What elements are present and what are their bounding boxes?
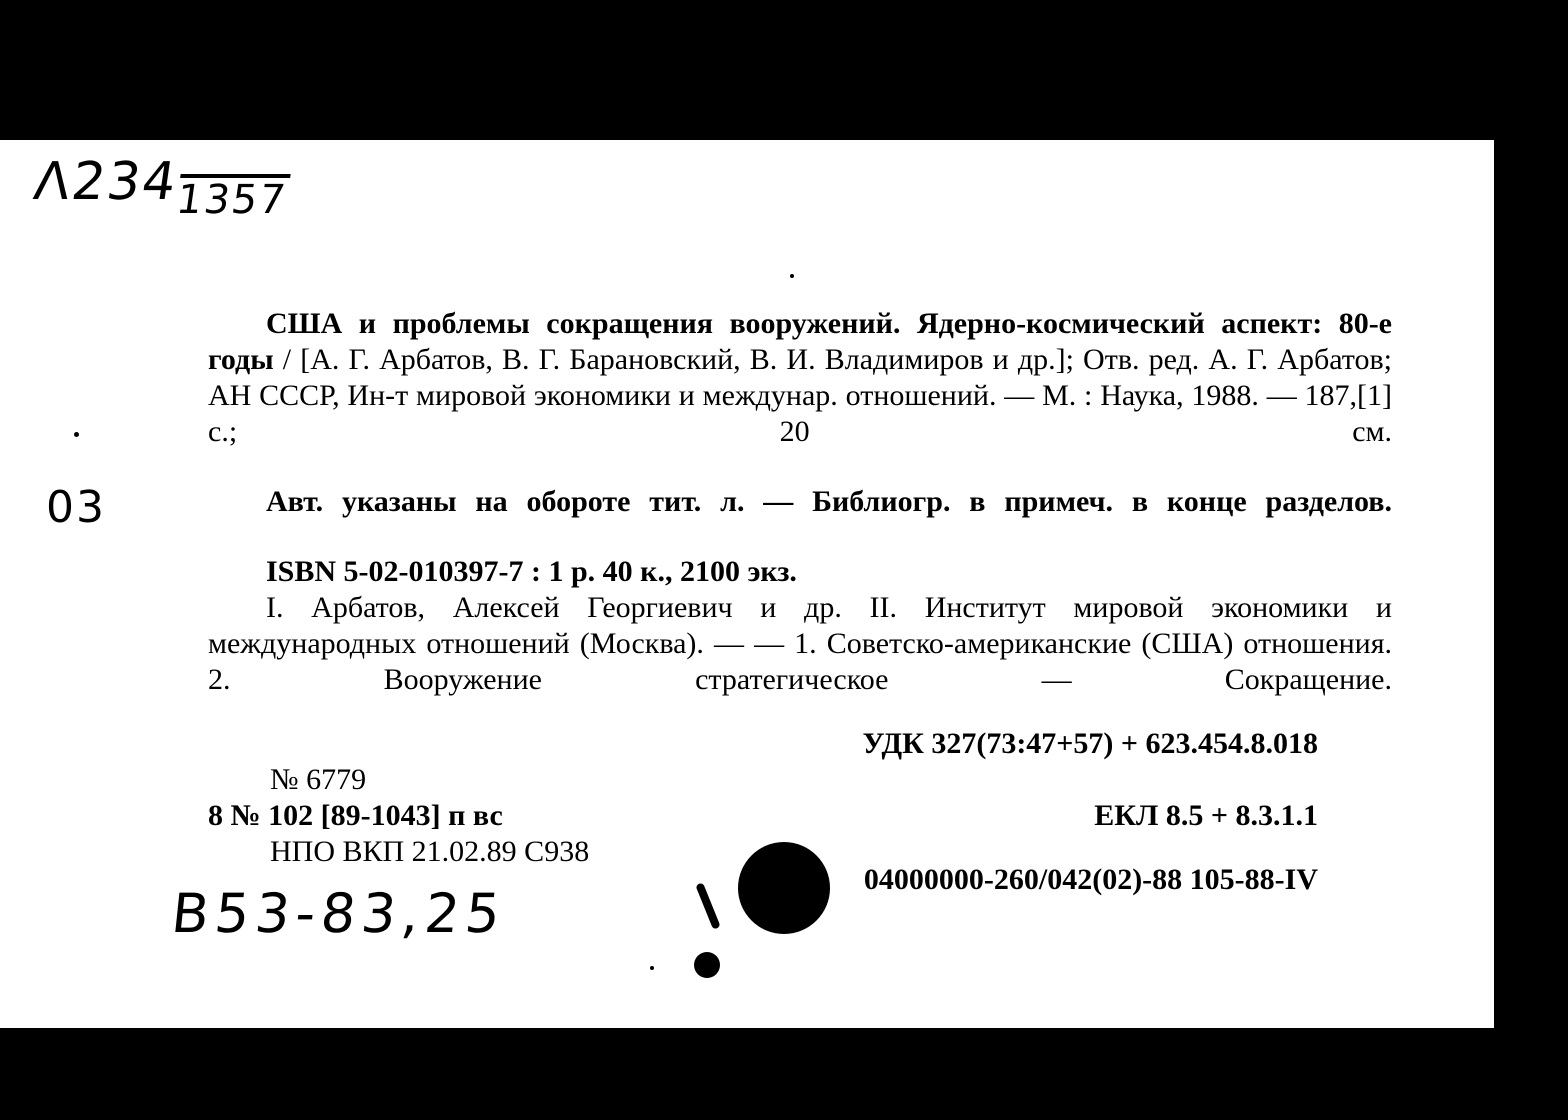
title-statement: / [А. Г. Арбатов, В. Г. Барановский, В. И. Владимиров и др.]; Отв. ред. А. Г. Арбатов; АН СССР, Ин-т мировой экономики и междунар. отношений. — М. : Наука, 1988. — 187,[1] с.; 20 см. [208,343,1392,448]
handwritten-price-note: B53-83,25 [168,882,510,945]
handwritten-margin-code: 03 [46,482,106,533]
ekl-code: ЕКЛ 8.5 + 8.3.1.1 [1094,799,1318,832]
speck [790,274,794,278]
print-line: 8 № 102 [89-1043] п вс [208,799,503,832]
speck [650,966,654,970]
bibliographic-description [208,306,1392,450]
catalog-card [0,140,1494,1028]
title-bold: США и проблемы сокращения вооружений. Ядерно-космический аспект: 80-е годы [208,307,1392,376]
isbn-line: ISBN 5-02-010397-7 : 1 р. 40 к., 2100 экз. [266,555,797,588]
order-number: № 6779 [270,763,367,796]
subject-tracing [208,590,1392,698]
note-authors: Авт. указаны на обороте тит. л. — Библиогр. в примеч. в конце разделов. [266,485,1392,518]
technical-code: 04000000-260/042(02)-88 105-88-IV [863,863,1318,896]
npo-line: НПО ВКП 21.02.89 С938 [270,835,590,868]
ink-blot [694,952,720,978]
call-number-main: Λ234 [30,152,182,212]
ink-mark [695,882,720,930]
punch-hole [738,842,830,934]
call-number-fraction: 1357 [174,174,290,220]
tracing-text: I. Арбатов, Алексей Георгиевич и др. II. Институт мировой экономики и международных отношений (Москва). — — 1. Советско-американские (США) отношения. 2. Вооружение стратегическое — Сокращение. [208,591,1392,696]
handwritten-call-number [29,152,293,223]
speck [74,432,79,437]
notes-block [208,484,1392,520]
udk-code: УДК 327(73:47+57) + 623.454.8.018 [862,727,1318,760]
